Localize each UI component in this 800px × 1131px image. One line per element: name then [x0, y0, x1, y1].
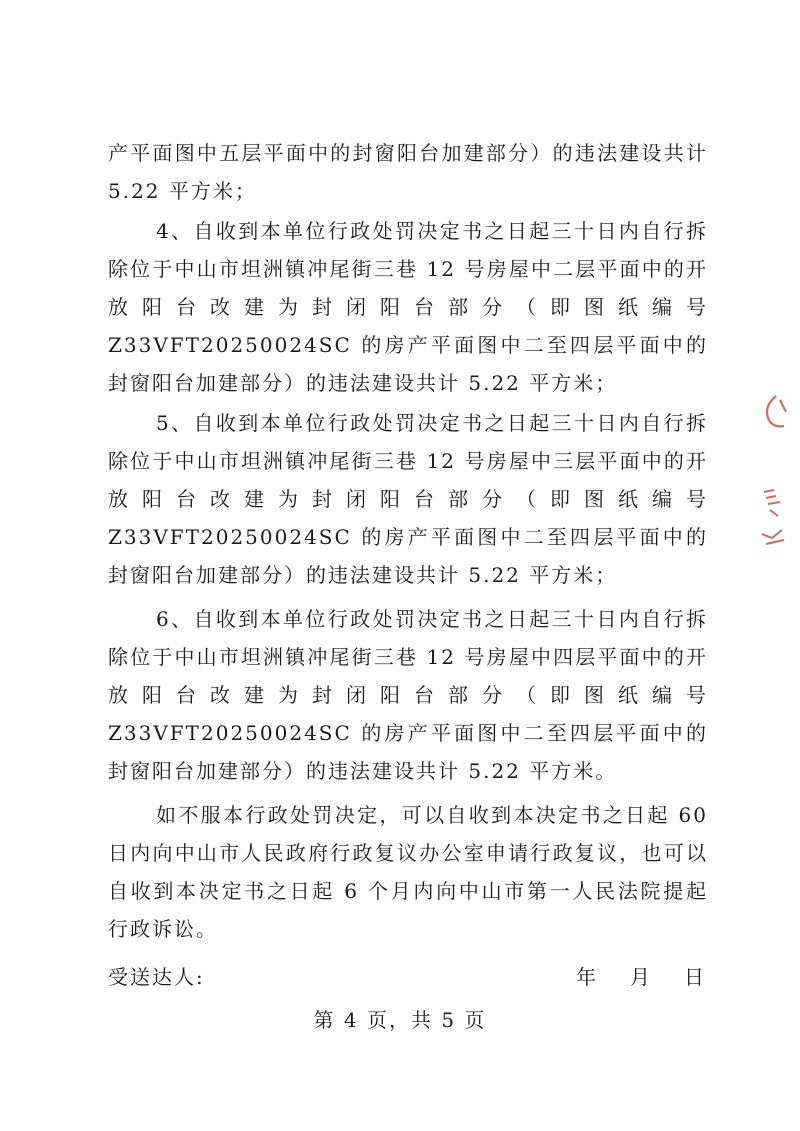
recipient-label: 受送达人: — [108, 965, 205, 989]
paragraph-item-4: 4、自收到本单位行政处罚决定书之日起三十日内自行拆除位于中山市坦洲镇冲尾街三巷 12 号房屋中二层平面中的开放阳台改建为封闭阳台部分（即图纸编号 Z33VFT20250024SC 的房产平面图中二至四层平面中的封窗阳台加建部分）的违法建设共计 5.22 平方米； — [108, 219, 708, 395]
paragraph-item-6: 6、自收到本单位行政处罚决定书之日起三十日内自行拆除位于中山市坦洲镇冲尾街三巷 12 号房屋中四层平面中的开放阳台改建为封闭阳台部分（即图纸编号 Z33VFT20250024SC 的房产平面图中二至四层平面中的封窗阳台加建部分）的违法建设共计 5.22 平方米。 — [108, 607, 708, 783]
date-year: 年 — [576, 965, 596, 989]
seal-fragment-bottom — [756, 520, 792, 560]
date-line — [576, 961, 704, 990]
paragraph-continuation: 产平面图中五层平面中的封窗阳台加建部分）的违法建设共计 5.22 平方米； — [108, 141, 708, 203]
seal-fragment-middle — [756, 482, 792, 522]
paragraph-item-5: 5、自收到本单位行政处罚决定书之日起三十日内自行拆除位于中山市坦洲镇冲尾街三巷 12 号房屋中三层平面中的开放阳台改建为封闭阳台部分（即图纸编号 Z33VFT20250024SC 的房产平面图中二至四层平面中的封窗阳台加建部分）的违法建设共计 5.22 平方米； — [108, 411, 708, 587]
page-number-footer: 第 4 页，共 5 页 — [313, 1008, 487, 1032]
seal-fragment-top — [756, 392, 792, 432]
date-day: 日 — [684, 965, 704, 989]
paragraph-appeal-notice: 如不服本行政处罚决定，可以自收到本决定书之日起 60 日内向中山市人民政府行政复议办公室申请行政复议，也可以自收到本决定书之日起 6 个月内向中山市第一人民法院提起行政诉讼。 — [108, 803, 708, 941]
date-month: 月 — [630, 965, 650, 989]
